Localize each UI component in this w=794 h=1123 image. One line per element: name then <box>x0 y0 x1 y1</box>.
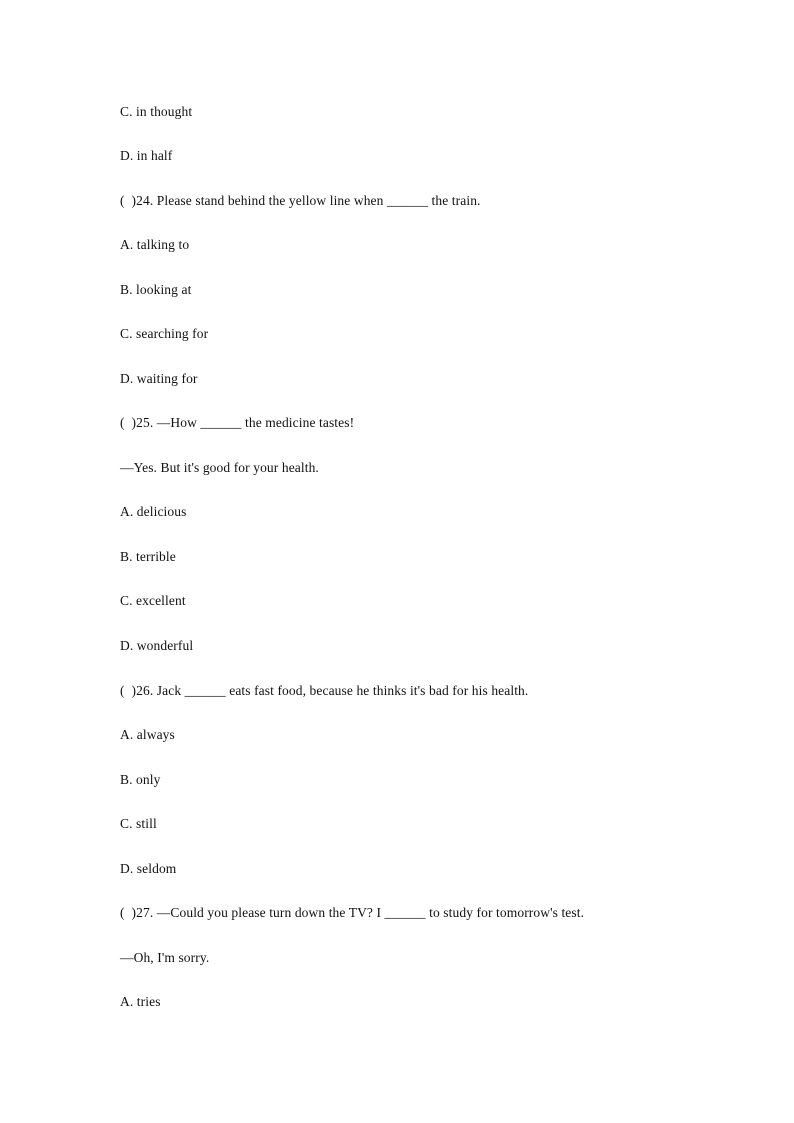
option-a-q26: A. always <box>120 727 175 742</box>
option-d-q26: D. seldom <box>120 861 177 876</box>
option-d-q24: D. waiting for <box>120 371 198 386</box>
option-a-q25: A. delicious <box>120 504 187 519</box>
question-27-reply: —Oh, I'm sorry. <box>120 950 210 965</box>
option-d-q25: D. wonderful <box>120 638 194 653</box>
option-b-q25: B. terrible <box>120 549 176 564</box>
option-b-q24: B. looking at <box>120 282 192 297</box>
question-25: ( )25. —How ______ the medicine tastes! <box>120 415 355 430</box>
option-b-q26: B. only <box>120 772 161 787</box>
question-27: ( )27. —Could you please turn down the TV? I ______ to study for tomorrow's test. <box>120 905 585 920</box>
option-a-q24: A. talking to <box>120 237 190 252</box>
option-a-q27: A. tries <box>120 994 161 1009</box>
option-c-q23: C. in thought <box>120 104 193 119</box>
question-26: ( )26. Jack ______ eats fast food, because he thinks it's bad for his health. <box>120 683 529 698</box>
option-d-q23: D. in half <box>120 148 173 163</box>
option-c-q25: C. excellent <box>120 593 186 608</box>
option-c-q24: C. searching for <box>120 326 209 341</box>
question-24: ( )24. Please stand behind the yellow line when ______ the train. <box>120 193 481 208</box>
question-25-reply: —Yes. But it's good for your health. <box>120 460 319 475</box>
option-c-q26: C. still <box>120 816 157 831</box>
